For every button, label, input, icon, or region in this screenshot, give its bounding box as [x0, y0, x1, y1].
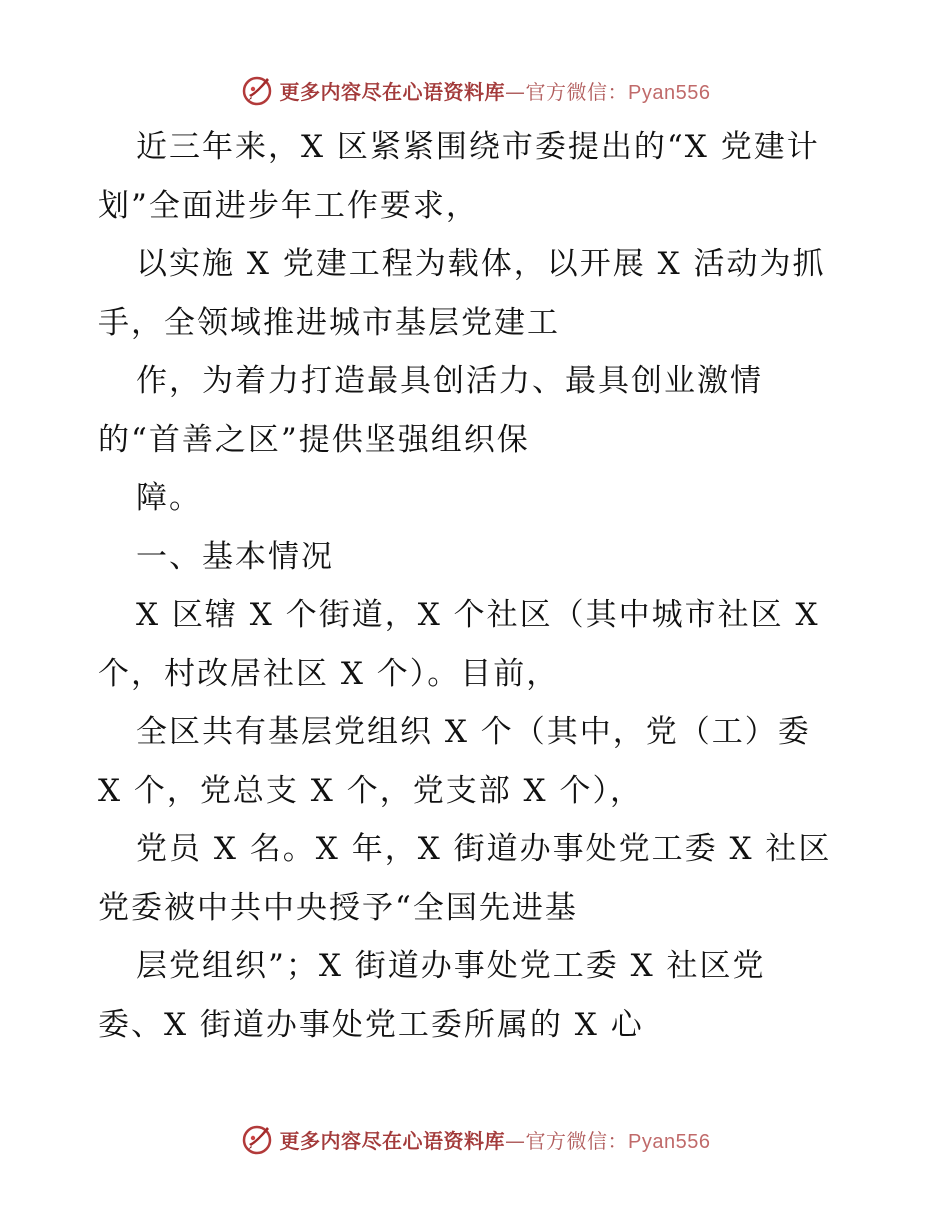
footer-watermark — [0, 1119, 950, 1159]
paragraph-line: 党员 X 名。X 年，X 街道办事处党工委 X 社区 — [136, 831, 832, 867]
paragraph-line: 以实施 X 党建工程为载体，以开展 X 活动为抓 — [136, 246, 826, 282]
paragraph-line: 划”全面进步年工作要求， — [98, 187, 479, 224]
watermark-contact-label: 官方微信： — [525, 79, 629, 104]
watermark-dash: — — [505, 1128, 526, 1153]
paragraph-line: 全区共有基层党组织 X 个（其中，党（工）委 — [136, 714, 811, 750]
paragraph-line: 近三年来，X 区紧紧围绕市委提出的“X 党建计 — [136, 129, 820, 165]
paragraph-line: 层党组织”；X 街道办事处党工委 X 社区党 — [136, 948, 766, 984]
watermark-contact-label: 官方微信： — [525, 1128, 629, 1153]
paragraph-line: 作，为着力打造最具创活力、最具创业激情 — [136, 363, 763, 399]
watermark-account: Pyan556 — [628, 81, 711, 104]
paragraph-line: 的“首善之区”提供坚强组织保 — [98, 421, 530, 458]
paragraph-line: 障。 — [136, 480, 202, 516]
watermark-account: Pyan556 — [628, 1130, 711, 1153]
document-body — [98, 118, 858, 1054]
paragraph-line: 个，村改居社区 X 个）。目前， — [98, 655, 560, 692]
section-heading: 一、基本情况 — [136, 538, 334, 575]
watermark-dash: — — [505, 79, 526, 104]
watermark-brand: 更多内容尽在心语资料库 — [279, 1128, 506, 1153]
paragraph-line: X 区辖 X 个街道，X 个社区（其中城市社区 X — [136, 597, 820, 633]
paragraph-line: X 个，党总支 X 个，党支部 X 个）， — [98, 772, 643, 809]
paragraph-line: 委、X 街道办事处党工委所属的 X 心 — [98, 1006, 644, 1043]
pen-quill-logo-icon — [240, 73, 274, 107]
watermark-brand: 更多内容尽在心语资料库 — [279, 79, 506, 104]
header-watermark — [0, 70, 950, 110]
paragraph-line: 手，全领域推进城市基层党建工 — [98, 304, 560, 341]
paragraph-line: 党委被中共中央授予“全国先进基 — [98, 889, 578, 926]
pen-quill-logo-icon — [240, 1122, 274, 1156]
